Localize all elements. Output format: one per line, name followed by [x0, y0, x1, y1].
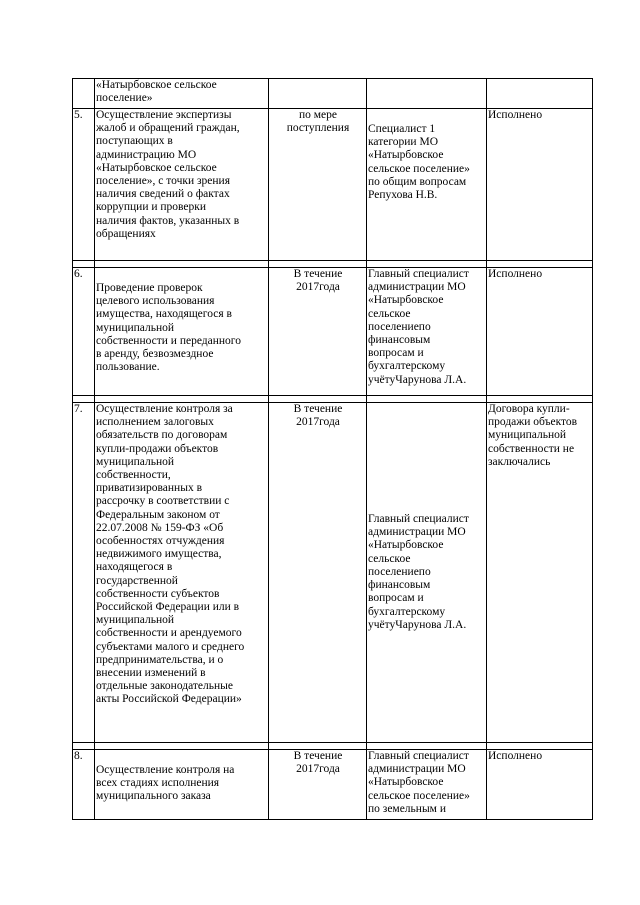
- event-cell: Осуществление контроля на всех стадиях исполнения муниципального заказа: [95, 750, 269, 820]
- result-cell: Исполнено: [487, 109, 593, 261]
- event-cell: Осуществление контроля за исполнением залоговых обязательств по договорам купли-продажи объектов муниципальной собственности, приватизированных в рассрочку в соответствии с Федеральным законом от 22.07.2008 № 159-ФЗ «Об особенностях отчуждения недвижимого имущества, находящегося в государственной собственности субъектов Российской Федерации или в муниципальной собственности и арендуемого субъектами малого и среднего предпринимательства, и о внесении изменений в отдельные законодательные акты Российской Федерации»: [95, 403, 269, 743]
- result-cell: Исполнено: [487, 268, 593, 396]
- row-number: 7.: [73, 403, 95, 743]
- row-separator: [73, 396, 593, 403]
- row-number: 5.: [73, 109, 95, 261]
- event-cell: Осуществление экспертизы жалоб и обращений граждан, поступающих в администрацию МО «Натырбовское сельское поселение», с точки зрения наличия сведений о фактах коррупции и проверки наличия фактов, указанных в обращениях: [95, 109, 269, 261]
- table-row: [73, 79, 593, 109]
- term-cell: В течение 2017года: [269, 268, 367, 396]
- row-separator: [73, 743, 593, 750]
- responsible-cell: Специалист 1 категории МО «Натырбовское сельское поселение» по общим вопросам Репухова Н.В.: [367, 109, 487, 261]
- term-cell: В течение 2017года: [269, 750, 367, 820]
- anticorruption-plan-table: [72, 78, 593, 820]
- table-row: [73, 268, 593, 396]
- row-number: 6.: [73, 268, 95, 396]
- responsible-cell: [367, 79, 487, 109]
- table-row: [73, 109, 593, 261]
- result-cell: Договора купли- продажи объектов муниципальной собственности не заключались: [487, 403, 593, 743]
- term-cell: [269, 79, 367, 109]
- row-number: [73, 79, 95, 109]
- row-number: 8.: [73, 750, 95, 820]
- term-cell: В течение 2017года: [269, 403, 367, 743]
- row-separator: [73, 261, 593, 268]
- table-row: [73, 750, 593, 820]
- responsible-cell: Главный специалист администрации МО «Натырбовское сельское поселение» по земельным и: [367, 750, 487, 820]
- result-cell: Исполнено: [487, 750, 593, 820]
- responsible-cell: Главный специалист администрации МО «Натырбовское сельское поселениепо финансовым вопросам и бухгалтерскому учётуЧарунова Л.А.: [367, 268, 487, 396]
- table-row: [73, 403, 593, 743]
- event-cell: Проведение проверок целевого использования имущества, находящегося в муниципальной собственности и переданного в аренду, безвозмездное пользование.: [95, 268, 269, 396]
- event-cell: «Натырбовское сельское поселение»: [95, 79, 269, 109]
- result-cell: [487, 79, 593, 109]
- term-cell: по мере поступления: [269, 109, 367, 261]
- responsible-cell: Главный специалист администрации МО «Натырбовское сельское поселениепо финансовым вопросам и бухгалтерскому учётуЧарунова Л.А.: [367, 403, 487, 743]
